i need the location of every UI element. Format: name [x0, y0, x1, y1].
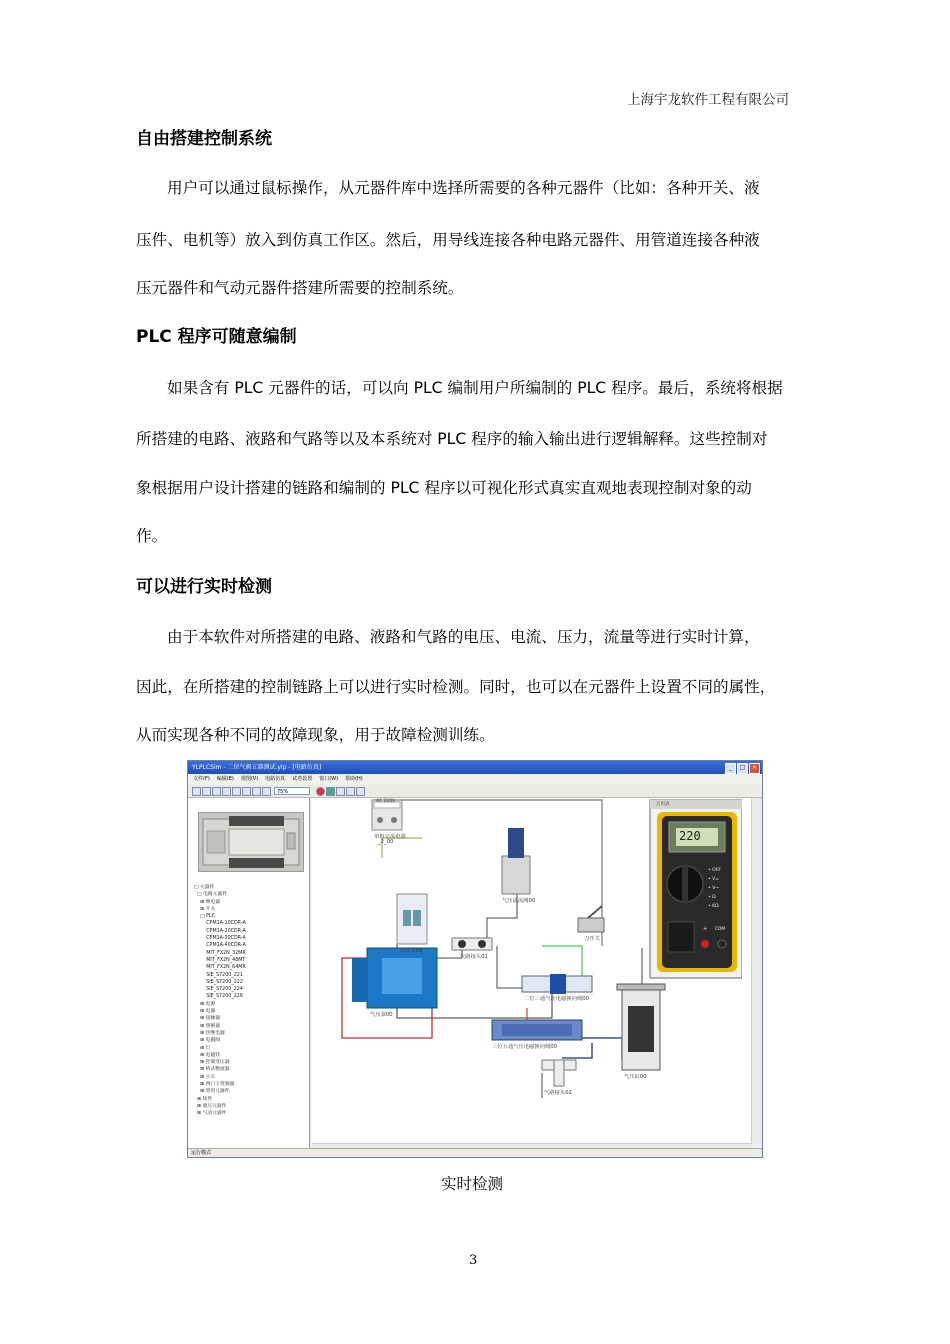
menu-view[interactable]: 视图(V) — [240, 776, 259, 782]
power-tag: AC 220V — [376, 799, 396, 804]
tree-item[interactable]: SIE_S7200_226 — [194, 994, 243, 1000]
menu-edit[interactable]: 编辑(E) — [216, 776, 234, 782]
minimize-icon[interactable]: _ — [725, 763, 736, 774]
meter-reading: 220 — [679, 829, 701, 843]
component-tree — [194, 884, 308, 1118]
meter-kohm: • KΩ — [708, 904, 719, 909]
component-panel — [188, 798, 310, 1149]
power-label: 单相交流电源 — [374, 834, 406, 840]
meter-title: 万用表 — [656, 802, 670, 807]
tree-item[interactable]: CPM1A-10CDR-A — [194, 921, 246, 927]
tree-item[interactable]: SIE_S7200_224 — [194, 987, 243, 993]
tree-item[interactable]: ⊞ 继电器 — [194, 899, 221, 905]
copy-icon[interactable] — [232, 787, 241, 796]
tree-item[interactable]: ⊞ 气动元器件 — [194, 1111, 227, 1117]
compressor-label: 气压泵00 — [370, 1012, 393, 1018]
para-line: 用户可以通过鼠标操作，从元器件库中选择所需要的各种元器件（比如：各种开关、液 — [167, 179, 760, 197]
menu-file[interactable]: 文件(F) — [193, 776, 210, 782]
tree-item[interactable]: ⊞ 控制变压器 — [194, 1060, 230, 1066]
toolbar — [188, 785, 762, 798]
meter-vdc: • V= — [708, 877, 720, 882]
tree-item[interactable]: ⊞ 西门子变频器 — [194, 1082, 235, 1088]
tree-item[interactable]: ⊞ 灯 — [194, 1045, 211, 1051]
multimeter[interactable] — [650, 800, 742, 978]
figure-caption: 实时检测 — [441, 1175, 504, 1193]
joint02-label: 气路接头02 — [544, 1090, 572, 1096]
window-title: YLPLCSim - 二位气阀五器测试.ylp - [电路仿真] — [192, 764, 322, 771]
redo-icon[interactable] — [262, 787, 271, 796]
valve5-label: 三位五通气压电磁换向阀00 — [492, 1044, 558, 1050]
company-header: 上海宇龙软件工程有限公司 — [627, 92, 789, 108]
tree-item[interactable]: ⊞ 接触器 — [194, 1016, 221, 1022]
meter-com: COM — [715, 927, 726, 932]
tree-item[interactable]: ⊞ 软件 — [194, 1096, 213, 1102]
para-line: 从而实现各种不同的故障现象，用于故障检测训练。 — [136, 726, 495, 744]
zoom-select[interactable]: 75% — [274, 787, 310, 795]
para-line: 象根据用户设计搭建的链路和编制的 PLC 程序以可视化形式真实直观地表现控制对象的动 — [136, 479, 752, 497]
plc-preview-image — [198, 812, 304, 872]
tree-item[interactable]: ⊞ 热继电器 — [194, 1030, 225, 1036]
para-line: 作。 — [136, 527, 168, 545]
joint01-label: 气路接头01 — [460, 954, 488, 960]
tree-item[interactable]: CPM1A-20CDR-A — [194, 928, 246, 934]
menu-help[interactable]: 帮助(H) — [345, 776, 363, 782]
section-heading-detect: 可以进行实时检测 — [136, 577, 272, 597]
para-line: 压件、电机等）放入到仿真工作区。然后，用导线连接各种电路元器件、用管道连接各种液 — [136, 231, 760, 249]
switch-label: 刀开关00 — [400, 948, 423, 954]
section-heading-plc: PLC 程序可随意编制 — [136, 327, 297, 347]
meter-plus: + — [703, 926, 708, 932]
cylinder-label: 气压缸00 — [624, 1074, 647, 1080]
page-number: 3 — [469, 1253, 478, 1268]
save-icon[interactable] — [212, 787, 221, 796]
tree-item[interactable]: MIT_FX2N_48MT — [194, 957, 246, 963]
new-icon[interactable] — [192, 787, 201, 796]
menu-bar — [188, 774, 762, 785]
tree-item[interactable]: ⊞ 常用元器件 — [194, 1089, 230, 1095]
tree-item[interactable]: MIT_FX2N_32MR — [194, 950, 246, 956]
tree-item[interactable]: CPM1A-40CDR-A — [194, 943, 246, 949]
maximize-icon[interactable]: □ — [737, 763, 748, 774]
cutter-label: 刀开关 — [584, 936, 600, 942]
tree-item[interactable]: □ 电路元器件 — [194, 892, 228, 898]
para-line: 因此，在所搭建的控制链路上可以进行实时检测。同时，也可以在元器件上设置不同的属性， — [136, 678, 776, 696]
meter-vac: • V~ — [708, 886, 720, 891]
probe-icon[interactable] — [356, 787, 365, 796]
run-icon[interactable] — [326, 787, 335, 796]
para-line: 如果含有 PLC 元器件的话，可以向 PLC 编制用户所编制的 PLC 程序。最后，系统将根据 — [167, 379, 783, 397]
undo-icon[interactable] — [252, 787, 261, 796]
vertical-scrollbar[interactable] — [751, 798, 762, 1144]
tree-item[interactable]: □ 元器件 — [194, 885, 215, 890]
tree-item[interactable]: ⊞ 液压元器件 — [194, 1103, 227, 1109]
tree-item[interactable]: CPM1A-30CDR-A — [194, 936, 246, 942]
stop-icon[interactable] — [346, 787, 355, 796]
software-screenshot — [187, 760, 763, 1158]
tree-item[interactable]: ⊞ 电器 — [194, 1009, 216, 1015]
circuit-diagram — [312, 798, 742, 1132]
open-icon[interactable] — [202, 787, 211, 796]
menu-simulate[interactable]: 电路仿真 — [265, 776, 286, 782]
meter-ohm: • Ω — [708, 895, 716, 900]
power-id: _2_00 — [378, 839, 394, 845]
meter-off: • OFF — [708, 868, 722, 873]
paste-icon[interactable] — [242, 787, 251, 796]
para-line: 压元器件和气动元器件搭建所需要的控制系统。 — [136, 279, 464, 297]
tree-item[interactable]: ⊞ 熔断器 — [194, 1023, 221, 1029]
cut-icon[interactable] — [222, 787, 231, 796]
status-bar — [188, 1148, 762, 1157]
tree-item[interactable]: ⊞ 电磁铁 — [194, 1052, 221, 1058]
tree-item[interactable]: ⊞ 桥式整流器 — [194, 1067, 230, 1073]
valve3-label: 二位三通气压电磁换向阀00 — [524, 996, 590, 1002]
window-titlebar — [188, 761, 762, 774]
status-text: 运行模式 — [191, 1150, 212, 1156]
close-icon[interactable]: × — [749, 763, 760, 774]
simulation-canvas[interactable] — [312, 798, 752, 1144]
tree-item[interactable]: SIE_S7200_221 — [194, 972, 243, 978]
tree-item[interactable]: MIT_FX2N_64MR — [194, 965, 246, 971]
section-heading-build: 自由搭建控制系统 — [136, 129, 272, 149]
tree-item[interactable]: ⊞ 电源 — [194, 1001, 216, 1007]
tree-item[interactable]: ⊞ 开关 — [194, 906, 216, 912]
menu-exam[interactable]: 试卷设置 — [292, 776, 313, 782]
tree-item[interactable]: ⊞ 小车 — [194, 1074, 216, 1080]
tree-item[interactable]: SIE_S7200_222 — [194, 979, 243, 985]
pause-icon[interactable] — [336, 787, 345, 796]
relief-valve-label: 气压溢流阀00 — [502, 898, 536, 904]
tree-item[interactable]: ⊞ 电磁阀 — [194, 1038, 221, 1044]
para-line: 所搭建的电路、液路和气路等以及本系统对 PLC 程序的输入输出进行逻辑解释。这些控制对 — [136, 430, 768, 448]
tree-item[interactable]: □ PLC — [194, 914, 216, 920]
record-icon[interactable] — [316, 787, 325, 796]
para-line: 由于本软件对所搭建的电路、液路和气路的电压、电流、压力，流量等进行实时计算， — [167, 628, 760, 646]
menu-window[interactable]: 窗口(W) — [319, 776, 339, 782]
